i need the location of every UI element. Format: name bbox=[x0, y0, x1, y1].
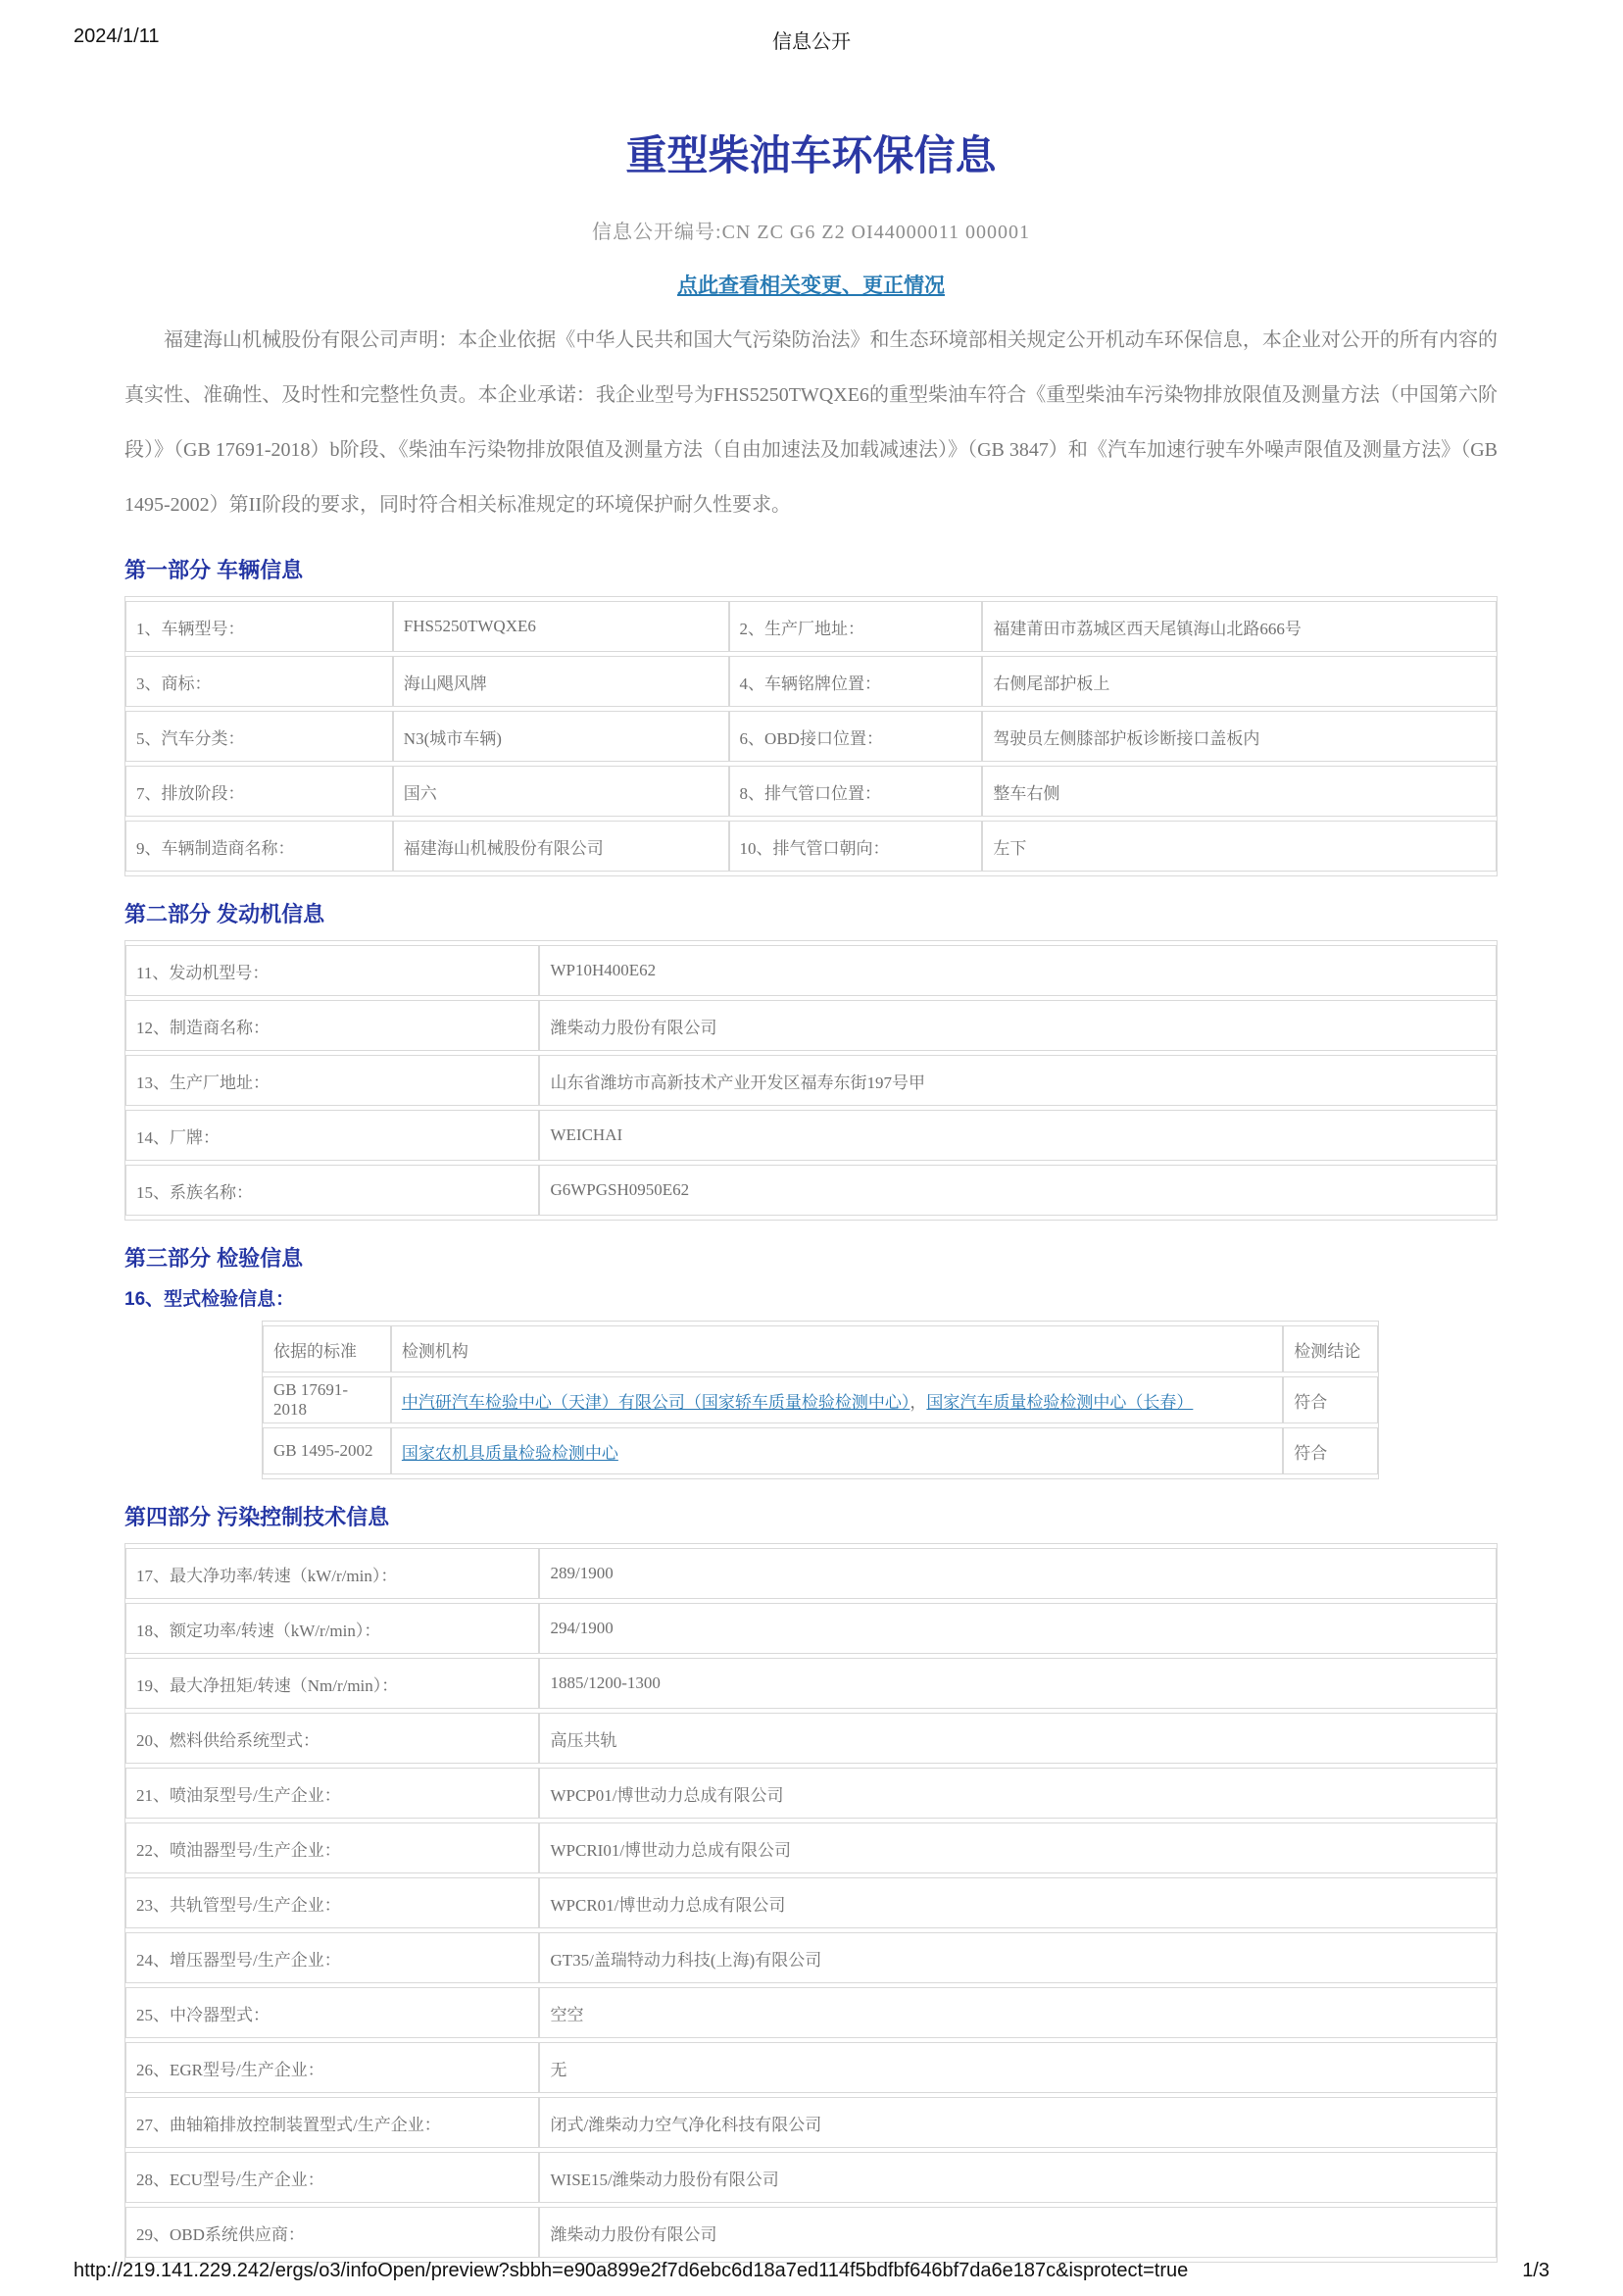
table-row bbox=[125, 1165, 1497, 1216]
link-separator: ， bbox=[910, 1392, 927, 1412]
print-footer-url: http://219.141.229.242/ergs/o3/infoOpen/preview?sbbh=e90a899e2f7d6ebc6d18a7ed114f5bdfbf646bf7da6e187c&isprotect=true bbox=[74, 2260, 1189, 2281]
result-cell: 符合 bbox=[1283, 1427, 1378, 1474]
field-label: 17、最大净功率/转速（kW/r/min）： bbox=[125, 1548, 539, 1599]
field-label: 5、汽车分类： bbox=[125, 711, 393, 762]
print-header-title: 信息公开 bbox=[772, 31, 851, 53]
inspection-agency-link[interactable]: 国家农机具质量检验检测中心 bbox=[401, 1443, 618, 1463]
field-label: 3、商标： bbox=[125, 656, 393, 707]
print-date: 2024/1/11 bbox=[74, 25, 160, 47]
field-label: 4、车辆铭牌位置： bbox=[729, 656, 983, 707]
browser-print-footer bbox=[74, 2260, 1549, 2282]
table-row bbox=[125, 1768, 1497, 1819]
inspection-table-wrap bbox=[262, 1321, 1379, 1479]
field-label: 9、车辆制造商名称： bbox=[125, 821, 393, 872]
field-value: 高压共轨 bbox=[539, 1713, 1497, 1764]
field-label: 11、发动机型号： bbox=[125, 945, 539, 996]
table-row bbox=[125, 766, 1497, 817]
column-header-agency: 检测机构 bbox=[391, 1325, 1283, 1373]
field-label: 29、OBD系统供应商： bbox=[125, 2207, 539, 2258]
table-row bbox=[263, 1376, 1378, 1423]
table-row bbox=[125, 2152, 1497, 2203]
field-label: 6、OBD接口位置： bbox=[729, 711, 983, 762]
type-inspection-subtitle: 16、型式检验信息： bbox=[124, 1289, 295, 1310]
field-label: 7、排放阶段： bbox=[125, 766, 393, 817]
table-row bbox=[125, 1822, 1497, 1873]
agency-cell bbox=[391, 1376, 1283, 1423]
field-value: 289/1900 bbox=[539, 1548, 1497, 1599]
field-label: 19、最大净扭矩/转速（Nm/r/min）： bbox=[125, 1658, 539, 1709]
inspection-agency-link[interactable]: 中汽研汽车检验中心（天津）有限公司（国家轿车质量检验检测中心） bbox=[401, 1392, 910, 1412]
change-link-row bbox=[124, 270, 1498, 299]
field-value: 福建莆田市荔城区西天尾镇海山北路666号 bbox=[982, 601, 1497, 652]
field-value: WEICHAI bbox=[539, 1110, 1497, 1161]
table-row bbox=[125, 656, 1497, 707]
browser-print-header bbox=[0, 0, 1623, 55]
field-value: WP10H400E62 bbox=[539, 945, 1497, 996]
page-title: 重型柴油车环保信息 bbox=[625, 132, 997, 178]
field-value: GT35/盖瑞特动力科技(上海)有限公司 bbox=[539, 1932, 1497, 1983]
pollution-control-table bbox=[124, 1543, 1498, 2263]
field-value: 无 bbox=[539, 2042, 1497, 2093]
document-body bbox=[124, 124, 1498, 2263]
table-row bbox=[125, 1877, 1497, 1928]
inspection-agency-link[interactable]: 国家汽车质量检验检测中心（长春） bbox=[926, 1392, 1194, 1412]
field-label: 14、厂牌： bbox=[125, 1110, 539, 1161]
field-label: 2、生产厂地址： bbox=[729, 601, 983, 652]
company-declaration: 福建海山机械股份有限公司声明：本企业依据《中华人民共和国大气污染防治法》和生态环境部相关规定公开机动车环保信息，本企业对公开的所有内容的真实性、准确性、及时性和完整性负责。本企业承诺：我企业型号为FHS5250TWQXE6的重型柴油车符合《重型柴油车污染物排放限值及测量方法（中国第六阶段）》（GB 17691-2018）b阶段、《柴油车污染物排放限值及测量方法（自由加速法及加载减速法）》（GB 3847）和《汽车加速行驶车外噪声限值及测量方法》（GB 1495-2002）第II阶段的要求，同时符合相关标准规定的环境保护耐久性要求。 bbox=[124, 329, 1498, 516]
section-title-part1: 第一部分 车辆信息 bbox=[124, 558, 304, 582]
field-value: WISE15/潍柴动力股份有限公司 bbox=[539, 2152, 1497, 2203]
field-label: 18、额定功率/转速（kW/r/min）： bbox=[125, 1603, 539, 1654]
section-title-part2: 第二部分 发动机信息 bbox=[124, 902, 325, 926]
field-value: 空空 bbox=[539, 1987, 1497, 2038]
vehicle-info-table bbox=[124, 596, 1498, 876]
field-value: G6WPGSH0950E62 bbox=[539, 1165, 1497, 1216]
table-row bbox=[125, 1055, 1497, 1106]
field-value: WPCRI01/博世动力总成有限公司 bbox=[539, 1822, 1497, 1873]
table-row bbox=[125, 1658, 1497, 1709]
field-value: 294/1900 bbox=[539, 1603, 1497, 1654]
field-label: 24、增压器型号/生产企业： bbox=[125, 1932, 539, 1983]
field-label: 8、排气管口位置： bbox=[729, 766, 983, 817]
field-value: WPCP01/博世动力总成有限公司 bbox=[539, 1768, 1497, 1819]
table-row bbox=[125, 1603, 1497, 1654]
section-title-part4: 第四部分 污染控制技术信息 bbox=[124, 1505, 390, 1529]
field-label: 13、生产厂地址： bbox=[125, 1055, 539, 1106]
table-header-row bbox=[263, 1325, 1378, 1373]
field-value: 左下 bbox=[982, 821, 1497, 872]
table-row bbox=[125, 1713, 1497, 1764]
field-label: 27、曲轴箱排放控制装置型式/生产企业： bbox=[125, 2097, 539, 2148]
result-cell: 符合 bbox=[1283, 1376, 1378, 1423]
table-row bbox=[125, 1000, 1497, 1051]
table-row bbox=[125, 2097, 1497, 2148]
standard-cell: GB 17691-2018 bbox=[263, 1376, 391, 1423]
field-value: WPCR01/博世动力总成有限公司 bbox=[539, 1877, 1497, 1928]
table-row bbox=[125, 1110, 1497, 1161]
field-value: 潍柴动力股份有限公司 bbox=[539, 1000, 1497, 1051]
table-row bbox=[125, 2207, 1497, 2258]
table-row bbox=[125, 945, 1497, 996]
field-value: N3(城市车辆) bbox=[393, 711, 729, 762]
field-label: 25、中冷器型式： bbox=[125, 1987, 539, 2038]
inspection-info-table bbox=[262, 1321, 1379, 1479]
field-label: 23、共轨管型号/生产企业： bbox=[125, 1877, 539, 1928]
field-value: 潍柴动力股份有限公司 bbox=[539, 2207, 1497, 2258]
table-row bbox=[125, 711, 1497, 762]
section-title-part3: 第三部分 检验信息 bbox=[124, 1246, 304, 1271]
table-row bbox=[263, 1427, 1378, 1474]
field-value: 1885/1200-1300 bbox=[539, 1658, 1497, 1709]
table-row bbox=[125, 1932, 1497, 1983]
agency-cell bbox=[391, 1427, 1283, 1474]
table-row bbox=[125, 1548, 1497, 1599]
field-label: 20、燃料供给系统型式： bbox=[125, 1713, 539, 1764]
field-label: 1、车辆型号： bbox=[125, 601, 393, 652]
field-label: 28、ECU型号/生产企业： bbox=[125, 2152, 539, 2203]
field-value: 福建海山机械股份有限公司 bbox=[393, 821, 729, 872]
field-label: 12、制造商名称： bbox=[125, 1000, 539, 1051]
field-value: 山东省潍坊市高新技术产业开发区福寿东街197号甲 bbox=[539, 1055, 1497, 1106]
table-row bbox=[125, 2042, 1497, 2093]
print-page-number: 1/3 bbox=[1522, 2260, 1549, 2281]
field-value: 闭式/潍柴动力空气净化科技有限公司 bbox=[539, 2097, 1497, 2148]
field-label: 22、喷油器型号/生产企业： bbox=[125, 1822, 539, 1873]
table-row bbox=[125, 821, 1497, 872]
field-value: 国六 bbox=[393, 766, 729, 817]
disclosure-number: 信息公开编号:CN ZC G6 Z2 OI44000011 000001 bbox=[592, 222, 1030, 243]
field-label: 26、EGR型号/生产企业： bbox=[125, 2042, 539, 2093]
field-value: 海山飓风牌 bbox=[393, 656, 729, 707]
field-value: FHS5250TWQXE6 bbox=[393, 601, 729, 652]
field-label: 15、系族名称： bbox=[125, 1165, 539, 1216]
field-value: 驾驶员左侧膝部护板诊断接口盖板内 bbox=[982, 711, 1497, 762]
column-header-standard: 依据的标准 bbox=[263, 1325, 391, 1373]
engine-info-table bbox=[124, 940, 1498, 1221]
field-value: 整车右侧 bbox=[982, 766, 1497, 817]
field-value: 右侧尾部护板上 bbox=[982, 656, 1497, 707]
table-row bbox=[125, 601, 1497, 652]
field-label: 10、排气管口朝向： bbox=[729, 821, 983, 872]
field-label: 21、喷油泵型号/生产企业： bbox=[125, 1768, 539, 1819]
column-header-result: 检测结论 bbox=[1283, 1325, 1378, 1373]
standard-cell: GB 1495-2002 bbox=[263, 1427, 391, 1474]
table-row bbox=[125, 1987, 1497, 2038]
view-changes-link[interactable]: 点此查看相关变更、更正情况 bbox=[677, 275, 945, 297]
